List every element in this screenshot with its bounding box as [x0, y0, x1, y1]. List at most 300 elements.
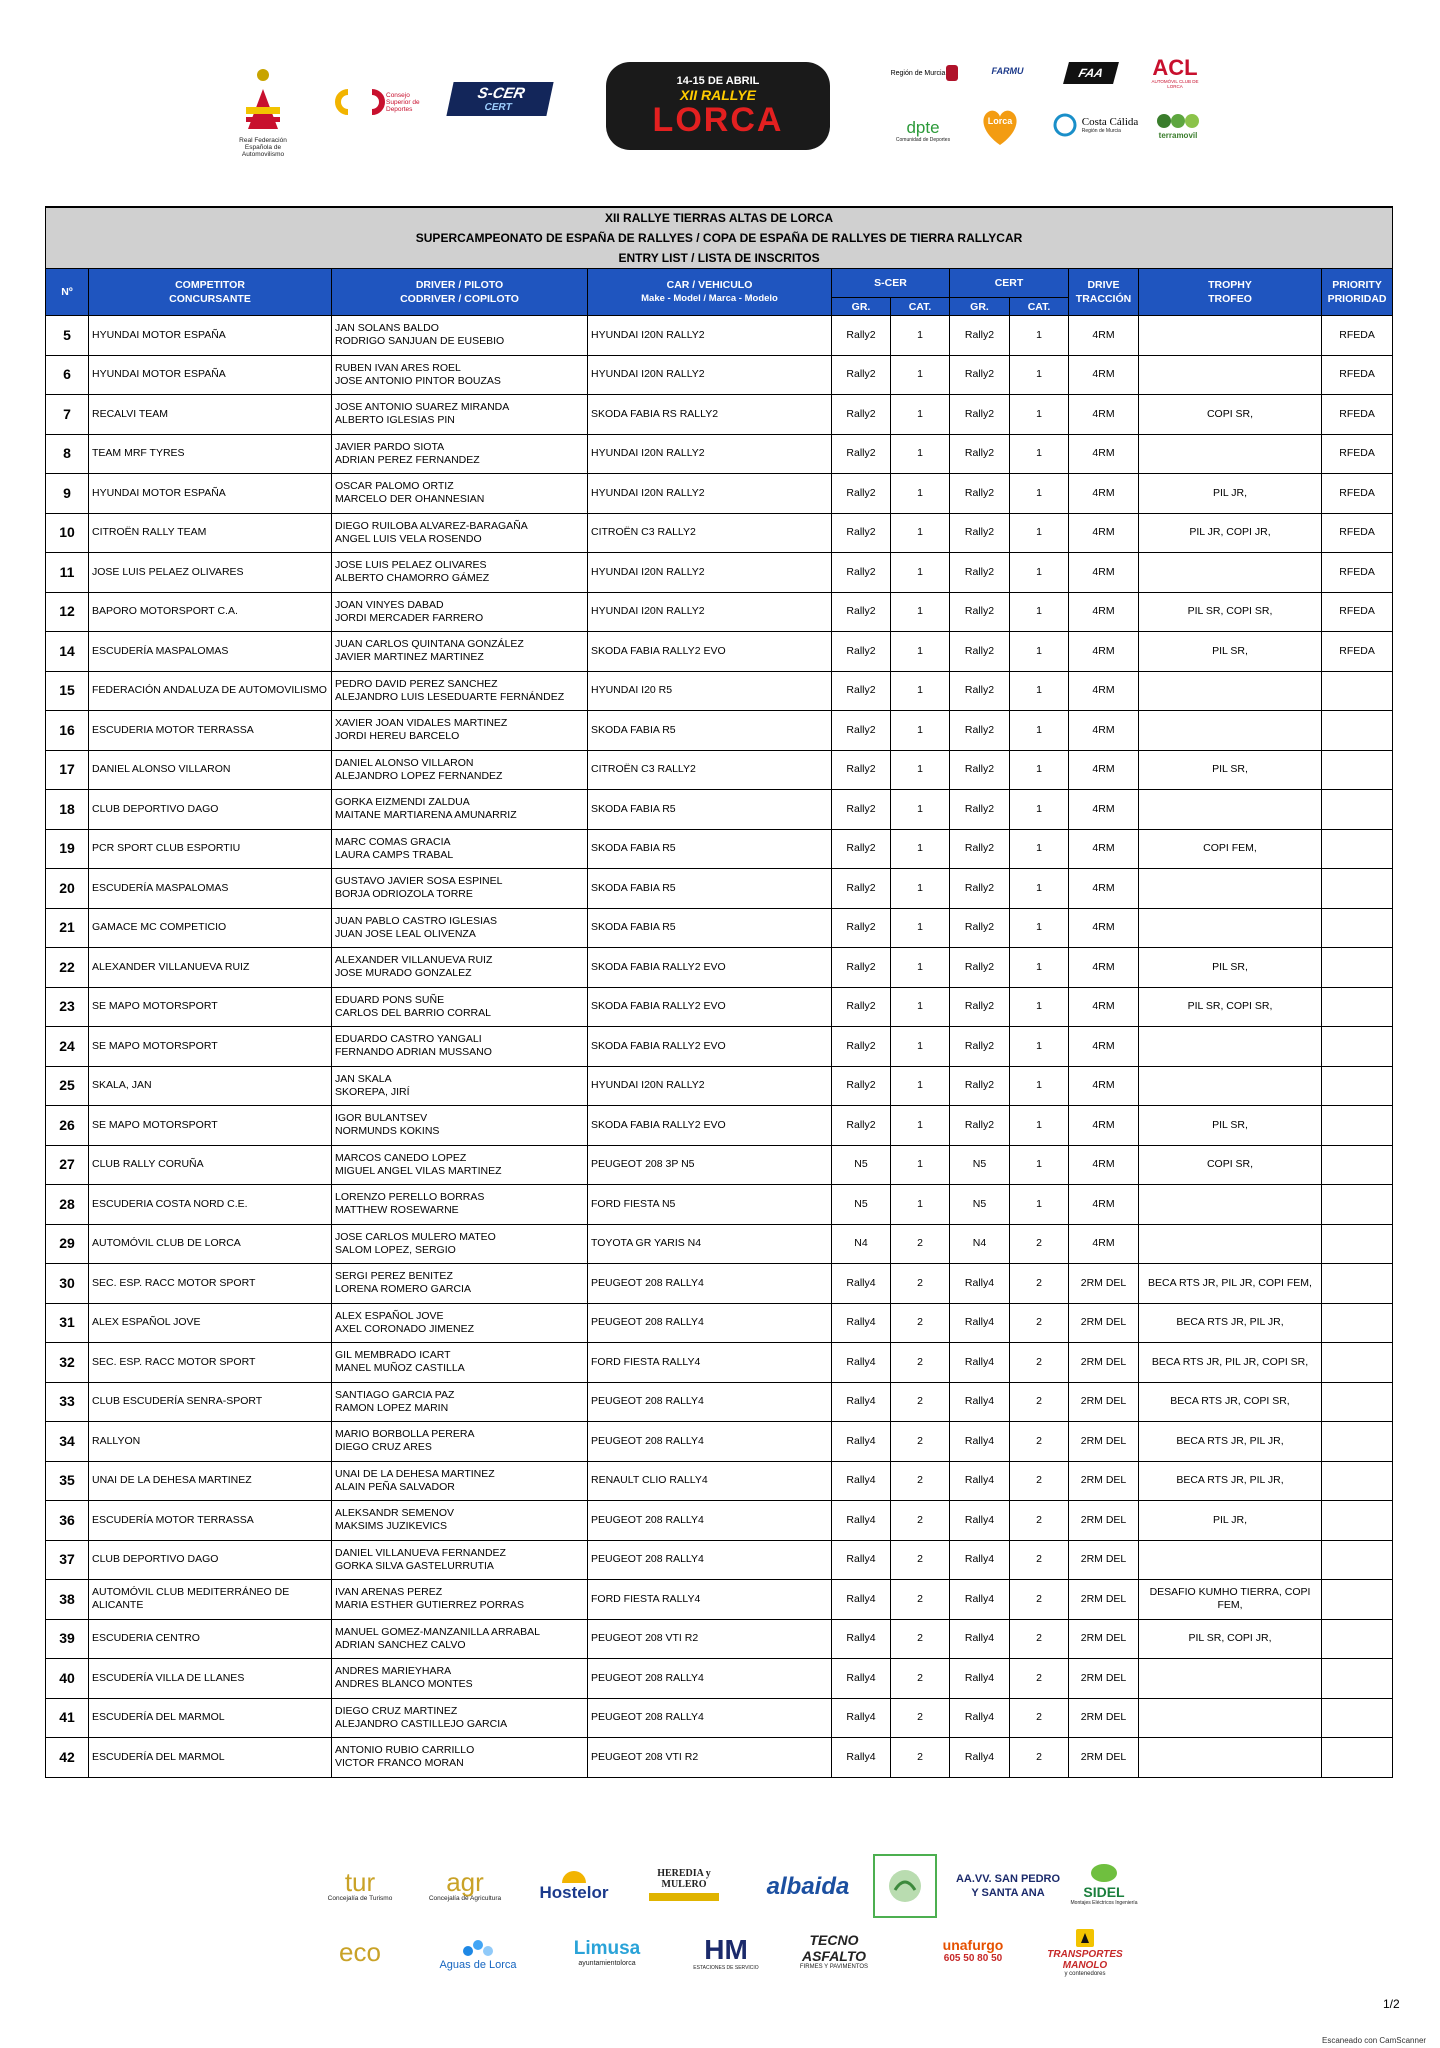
- hostelor-label: Hostelor: [539, 1883, 609, 1902]
- cell-scer-gr: Rally4: [832, 1422, 891, 1462]
- cell-cert-cat: 1: [1010, 632, 1069, 672]
- cell-trophy: PIL JR,: [1139, 474, 1322, 514]
- codriver-name: MARCELO DER OHANNESIAN: [335, 493, 485, 506]
- table-row: [46, 1501, 1393, 1541]
- cell-cert-gr: Rally2: [950, 987, 1010, 1027]
- cell-cert-gr: Rally2: [950, 434, 1010, 474]
- cell-priority: RFEDA: [1322, 355, 1393, 395]
- cell-cert-gr: Rally4: [950, 1580, 1010, 1620]
- csd-logo: [330, 82, 430, 122]
- driver-name: MARC COMAS GRACIA: [335, 835, 451, 848]
- cell-competitor: CLUB DEPORTIVO DAGO: [89, 790, 332, 830]
- cell-trophy: BECA RTS JR, PIL JR,: [1139, 1461, 1322, 1501]
- cell-cert-gr: N5: [950, 1185, 1010, 1225]
- cell-car: PEUGEOT 208 3P N5: [588, 1145, 832, 1185]
- col-header-scer-cat: CAT.: [891, 298, 950, 316]
- table-row: [46, 750, 1393, 790]
- table-row: [46, 1659, 1393, 1699]
- costa-calida-text: [1082, 116, 1139, 135]
- cell-drive: 4RM: [1069, 711, 1139, 751]
- codriver-name: ALEJANDRO LUIS LESEDUARTE FERNÁNDEZ: [335, 690, 565, 703]
- cell-driver: [332, 1264, 588, 1304]
- cell-driver: [332, 1303, 588, 1343]
- codriver-name: JUAN JOSE LEAL OLIVENZA: [335, 927, 476, 940]
- cell-car: SKODA FABIA RS RALLY2: [588, 395, 832, 435]
- column-header-row-1: [46, 269, 1393, 298]
- col-header-trophy: TROPHY TROFEO: [1139, 269, 1322, 316]
- tecno-asfalto-logo: [782, 1928, 886, 1974]
- cell-drive: 4RM: [1069, 1145, 1139, 1185]
- cell-driver: [332, 592, 588, 632]
- cell-scer-gr: Rally4: [832, 1343, 891, 1383]
- cell-scer-cat: 1: [891, 671, 950, 711]
- cell-cert-gr: Rally4: [950, 1343, 1010, 1383]
- cell-scer-cat: 2: [891, 1303, 950, 1343]
- cell-cert-cat: 2: [1010, 1303, 1069, 1343]
- turismo-logo: [315, 1862, 405, 1908]
- cell-driver: [332, 1501, 588, 1541]
- cell-cert-gr: Rally2: [950, 474, 1010, 514]
- col-header-no: Nº: [46, 269, 89, 316]
- table-row: [46, 553, 1393, 593]
- table-row: [46, 1698, 1393, 1738]
- cell-priority: [1322, 1619, 1393, 1659]
- cell-competitor: ESCUDERIA CENTRO: [89, 1619, 332, 1659]
- cell-trophy: DESAFIO KUMHO TIERRA, COPI FEM,: [1139, 1580, 1322, 1620]
- terramovil-dots-icon: [1156, 111, 1200, 131]
- rallye-lorca-plate: [606, 62, 830, 150]
- cell-scer-cat: 1: [891, 829, 950, 869]
- cell-scer-cat: 2: [891, 1659, 950, 1699]
- cell-car: PEUGEOT 208 RALLY4: [588, 1501, 832, 1541]
- codriver-name: JORDI HEREU BARCELO: [335, 730, 460, 743]
- cell-priority: [1322, 1738, 1393, 1778]
- cell-drive: 4RM: [1069, 1185, 1139, 1225]
- cell-cert-gr: Rally4: [950, 1540, 1010, 1580]
- cell-driver: [332, 869, 588, 909]
- cell-scer-cat: 1: [891, 987, 950, 1027]
- cell-scer-cat: 1: [891, 592, 950, 632]
- cell-trophy: [1139, 434, 1322, 474]
- cell-competitor: FEDERACIÓN ANDALUZA DE AUTOMOVILISMO: [89, 671, 332, 711]
- cell-no: 41: [46, 1698, 89, 1738]
- cell-scer-gr: Rally4: [832, 1540, 891, 1580]
- cell-priority: [1322, 1422, 1393, 1462]
- cell-priority: [1322, 671, 1393, 711]
- cell-driver: [332, 1422, 588, 1462]
- cell-drive: 4RM: [1069, 1224, 1139, 1264]
- cell-drive: 4RM: [1069, 908, 1139, 948]
- cell-car: FORD FIESTA RALLY4: [588, 1343, 832, 1383]
- cell-no: 9: [46, 474, 89, 514]
- cell-trophy: PIL JR, COPI JR,: [1139, 513, 1322, 553]
- driver-name: XAVIER JOAN VIDALES MARTINEZ: [335, 717, 508, 730]
- cell-car: HYUNDAI I20N RALLY2: [588, 1066, 832, 1106]
- cell-cert-gr: Rally4: [950, 1382, 1010, 1422]
- table-row: [46, 1303, 1393, 1343]
- cell-car: PEUGEOT 208 RALLY4: [588, 1659, 832, 1699]
- cell-cert-gr: Rally4: [950, 1738, 1010, 1778]
- cell-drive: 4RM: [1069, 829, 1139, 869]
- driver-name: DIEGO CRUZ MARTINEZ: [335, 1704, 458, 1717]
- transportes-label: TRANSPORTES MANOLO: [1047, 1948, 1123, 1971]
- cell-scer-cat: 2: [891, 1619, 950, 1659]
- scer-label: S-CER: [476, 84, 527, 102]
- comunidad-emblem-icon: [885, 1866, 925, 1906]
- cell-cert-cat: 1: [1010, 553, 1069, 593]
- cell-scer-cat: 2: [891, 1382, 950, 1422]
- cell-drive: 4RM: [1069, 1066, 1139, 1106]
- cell-driver: [332, 1580, 588, 1620]
- cell-drive: 4RM: [1069, 553, 1139, 593]
- terramovil-logo: [1150, 108, 1206, 142]
- cell-cert-gr: Rally2: [950, 869, 1010, 909]
- cell-car: PEUGEOT 208 RALLY4: [588, 1382, 832, 1422]
- codriver-name: LAURA CAMPS TRABAL: [335, 848, 454, 861]
- cell-priority: [1322, 711, 1393, 751]
- cell-scer-gr: Rally2: [832, 948, 891, 988]
- cell-no: 11: [46, 553, 89, 593]
- agricultura-logo: [420, 1862, 510, 1908]
- cell-car: HYUNDAI I20N RALLY2: [588, 316, 832, 356]
- cell-priority: RFEDA: [1322, 474, 1393, 514]
- tecno-asfalto-caption: FIRMES Y PAVIMENTOS: [799, 1963, 869, 1970]
- limusa-caption: ayuntamientolorca: [578, 1959, 636, 1967]
- cell-car: TOYOTA GR YARIS N4: [588, 1224, 832, 1264]
- table-row: [46, 711, 1393, 751]
- cell-no: 19: [46, 829, 89, 869]
- driver-name: JAN SOLANS BALDO: [335, 322, 439, 335]
- table-row: [46, 1027, 1393, 1067]
- cell-trophy: [1139, 316, 1322, 356]
- cell-scer-cat: 2: [891, 1224, 950, 1264]
- driver-name: ALEXANDER VILLANUEVA RUIZ: [335, 954, 493, 967]
- cell-trophy: [1139, 553, 1322, 593]
- cell-drive: 2RM DEL: [1069, 1422, 1139, 1462]
- cell-cert-cat: 2: [1010, 1619, 1069, 1659]
- cell-cert-gr: Rally2: [950, 395, 1010, 435]
- cell-trophy: BECA RTS JR, PIL JR, COPI SR,: [1139, 1343, 1322, 1383]
- cell-scer-gr: Rally2: [832, 395, 891, 435]
- table-row: [46, 1066, 1393, 1106]
- driver-name: MARCOS CANEDO LOPEZ: [335, 1151, 467, 1164]
- cell-priority: RFEDA: [1322, 395, 1393, 435]
- cell-cert-cat: 2: [1010, 1422, 1069, 1462]
- scanner-watermark: Escaneado con CamScanner: [1322, 2036, 1427, 2045]
- cell-no: 25: [46, 1066, 89, 1106]
- cell-cert-cat: 2: [1010, 1698, 1069, 1738]
- cell-priority: [1322, 1185, 1393, 1225]
- cell-no: 15: [46, 671, 89, 711]
- table-row: [46, 316, 1393, 356]
- cell-no: 32: [46, 1343, 89, 1383]
- cell-competitor: ALEX ESPAÑOL JOVE: [89, 1303, 332, 1343]
- cell-trophy: [1139, 1066, 1322, 1106]
- cell-scer-cat: 2: [891, 1738, 950, 1778]
- cell-no: 34: [46, 1422, 89, 1462]
- driver-name: GIL MEMBRADO ICART: [335, 1349, 451, 1362]
- cell-car: PEUGEOT 208 VTI R2: [588, 1619, 832, 1659]
- cell-cert-gr: Rally2: [950, 908, 1010, 948]
- cell-scer-cat: 1: [891, 355, 950, 395]
- driver-name: JUAN PABLO CASTRO IGLESIAS: [335, 914, 498, 927]
- cell-priority: [1322, 790, 1393, 830]
- cell-cert-cat: 1: [1010, 948, 1069, 988]
- driver-name: IGOR BULANTSEV: [335, 1112, 428, 1125]
- cell-cert-gr: Rally4: [950, 1264, 1010, 1304]
- codriver-name: JOSE MURADO GONZALEZ: [335, 967, 472, 980]
- sidel-logo: [1066, 1856, 1142, 1912]
- rfeda-logo: [225, 55, 301, 170]
- cell-no: 40: [46, 1659, 89, 1699]
- limusa-label: Limusa: [573, 1937, 641, 1959]
- driver-name: ALEKSANDR SEMENOV: [335, 1507, 455, 1520]
- cell-car: HYUNDAI I20N RALLY2: [588, 474, 832, 514]
- cell-scer-gr: Rally2: [832, 829, 891, 869]
- cell-trophy: PIL SR,: [1139, 948, 1322, 988]
- cell-no: 20: [46, 869, 89, 909]
- cell-priority: [1322, 1264, 1393, 1304]
- cell-driver: [332, 1145, 588, 1185]
- cell-scer-cat: 2: [891, 1343, 950, 1383]
- cell-cert-cat: 1: [1010, 474, 1069, 514]
- cell-cert-gr: Rally2: [950, 671, 1010, 711]
- cell-car: SKODA FABIA R5: [588, 829, 832, 869]
- cell-cert-cat: 2: [1010, 1224, 1069, 1264]
- cell-car: HYUNDAI I20 R5: [588, 671, 832, 711]
- cell-no: 8: [46, 434, 89, 474]
- cell-scer-cat: 2: [891, 1461, 950, 1501]
- cell-scer-gr: Rally2: [832, 711, 891, 751]
- driver-name: OSCAR PALOMO ORTIZ: [335, 480, 454, 493]
- cell-car: SKODA FABIA RALLY2 EVO: [588, 1027, 832, 1067]
- cell-drive: 4RM: [1069, 316, 1139, 356]
- cell-competitor: HYUNDAI MOTOR ESPAÑA: [89, 316, 332, 356]
- cell-driver: [332, 829, 588, 869]
- cell-driver: [332, 355, 588, 395]
- limusa-logo: [548, 1932, 666, 1972]
- cell-scer-gr: Rally2: [832, 750, 891, 790]
- cell-priority: [1322, 1580, 1393, 1620]
- cell-drive: 4RM: [1069, 750, 1139, 790]
- cell-competitor: ESCUDERÍA DEL MARMOL: [89, 1738, 332, 1778]
- cell-cert-gr: Rally4: [950, 1619, 1010, 1659]
- cell-priority: RFEDA: [1322, 553, 1393, 593]
- title-row-2: [46, 228, 1393, 248]
- col-header-cert: CERT: [950, 269, 1069, 298]
- cell-trophy: [1139, 1224, 1322, 1264]
- cell-driver: [332, 1224, 588, 1264]
- cell-competitor: SEC. ESP. RACC MOTOR SPORT: [89, 1343, 332, 1383]
- cell-car: FORD FIESTA RALLY4: [588, 1580, 832, 1620]
- cell-scer-gr: Rally2: [832, 869, 891, 909]
- cell-drive: 2RM DEL: [1069, 1580, 1139, 1620]
- table-row: [46, 908, 1393, 948]
- codriver-name: MANEL MUÑOZ CASTILLA: [335, 1362, 465, 1375]
- cell-scer-gr: Rally4: [832, 1303, 891, 1343]
- cell-car: SKODA FABIA R5: [588, 869, 832, 909]
- cell-trophy: [1139, 1185, 1322, 1225]
- cell-scer-gr: Rally4: [832, 1619, 891, 1659]
- cell-scer-cat: 1: [891, 948, 950, 988]
- faa-label: FAA: [1077, 66, 1105, 80]
- cell-drive: 2RM DEL: [1069, 1264, 1139, 1304]
- cell-driver: [332, 1382, 588, 1422]
- codriver-name: MATTHEW ROSEWARNE: [335, 1204, 459, 1217]
- cell-scer-cat: 1: [891, 316, 950, 356]
- cell-priority: [1322, 1066, 1393, 1106]
- page-number: 1/2: [1383, 1997, 1400, 2011]
- rfeda-caption: Real Federación Española de Automovilismo: [239, 137, 287, 158]
- cell-car: SKODA FABIA RALLY2 EVO: [588, 987, 832, 1027]
- cell-trophy: PIL SR, COPI SR,: [1139, 987, 1322, 1027]
- cell-driver: [332, 908, 588, 948]
- cell-scer-cat: 1: [891, 869, 950, 909]
- cell-priority: RFEDA: [1322, 632, 1393, 672]
- cell-cert-gr: Rally2: [950, 711, 1010, 751]
- cell-drive: 4RM: [1069, 987, 1139, 1027]
- cell-scer-cat: 1: [891, 434, 950, 474]
- heredia-label: HEREDIA y MULERO: [657, 1867, 711, 1890]
- cell-cert-cat: 2: [1010, 1738, 1069, 1778]
- cell-priority: [1322, 1698, 1393, 1738]
- hostelor-sun-icon: [559, 1863, 589, 1883]
- driver-name: MARIO BORBOLLA PERERA: [335, 1428, 475, 1441]
- cell-car: PEUGEOT 208 RALLY4: [588, 1422, 832, 1462]
- table-row: [46, 513, 1393, 553]
- unafurgo-logo: [928, 1930, 1018, 1970]
- cell-priority: [1322, 1343, 1393, 1383]
- driver-name: DANIEL VILLANUEVA FERNANDEZ: [335, 1546, 506, 1559]
- cell-competitor: ESCUDERÍA VILLA DE LLANES: [89, 1659, 332, 1699]
- cell-driver: [332, 1738, 588, 1778]
- cell-driver: [332, 632, 588, 672]
- cell-car: SKODA FABIA R5: [588, 790, 832, 830]
- col-header-competitor: COMPETITOR CONCURSANTE: [89, 269, 332, 316]
- cell-cert-cat: 2: [1010, 1501, 1069, 1541]
- cell-trophy: [1139, 671, 1322, 711]
- aavv-logo: [952, 1866, 1064, 1906]
- prancing-horse-icon: [1074, 1927, 1096, 1949]
- driver-name: UNAI DE LA DEHESA MARTINEZ: [335, 1467, 495, 1480]
- acl-label: ACL: [1152, 55, 1198, 80]
- driver-name: GORKA EIZMENDI ZALDUA: [335, 796, 470, 809]
- table-row: [46, 395, 1393, 435]
- cell-drive: 4RM: [1069, 513, 1139, 553]
- cell-competitor: DANIEL ALONSO VILLARON: [89, 750, 332, 790]
- cell-cert-gr: Rally2: [950, 513, 1010, 553]
- costa-calida-logo: [1040, 108, 1150, 142]
- col-header-scer-gr: GR.: [832, 298, 891, 316]
- lorca-taller-logo: [975, 104, 1025, 150]
- codriver-name: FERNANDO ADRIAN MUSSANO: [335, 1046, 492, 1059]
- cell-scer-cat: 2: [891, 1422, 950, 1462]
- cell-driver: [332, 1698, 588, 1738]
- dpte-label: dpte: [906, 117, 940, 137]
- cell-priority: [1322, 1027, 1393, 1067]
- table-row: [46, 592, 1393, 632]
- col-header-scer: S-CER: [832, 269, 950, 298]
- cell-competitor: BAPORO MOTORSPORT C.A.: [89, 592, 332, 632]
- cell-scer-gr: Rally2: [832, 434, 891, 474]
- cell-no: 38: [46, 1580, 89, 1620]
- murcia-crest-icon: [945, 64, 959, 82]
- codriver-name: NORMUNDS KOKINS: [335, 1125, 440, 1138]
- cell-competitor: ESCUDERÍA MASPALOMAS: [89, 632, 332, 672]
- cell-no: 18: [46, 790, 89, 830]
- driver-name: MANUEL GOMEZ-MANZANILLA ARRABAL: [335, 1625, 540, 1638]
- cell-driver: [332, 1659, 588, 1699]
- codriver-name: MAKSIMS JUZIKEVICS: [335, 1520, 448, 1533]
- cell-cert-gr: Rally2: [950, 553, 1010, 593]
- col-header-driver: DRIVER / PILOTO CODRIVER / COPILOTO: [332, 269, 588, 316]
- table-row: [46, 1619, 1393, 1659]
- title-row-3: [46, 248, 1393, 269]
- cell-priority: RFEDA: [1322, 592, 1393, 632]
- cell-competitor: AUTOMÓVIL CLUB MEDITERRÁNEO DE ALICANTE: [89, 1580, 332, 1620]
- cell-cert-cat: 1: [1010, 355, 1069, 395]
- cell-no: 33: [46, 1382, 89, 1422]
- cell-no: 5: [46, 316, 89, 356]
- header-logos: [0, 0, 1440, 190]
- cell-scer-cat: 2: [891, 1501, 950, 1541]
- cell-driver: [332, 474, 588, 514]
- cell-priority: [1322, 829, 1393, 869]
- heredia-bar: [649, 1893, 719, 1901]
- cell-no: 30: [46, 1264, 89, 1304]
- cell-no: 29: [46, 1224, 89, 1264]
- eco-logo: [310, 1924, 410, 1980]
- cell-trophy: [1139, 1540, 1322, 1580]
- cell-cert-gr: Rally4: [950, 1422, 1010, 1462]
- codriver-name: MIGUEL ANGEL VILAS MARTINEZ: [335, 1164, 502, 1177]
- cell-scer-gr: Rally2: [832, 1066, 891, 1106]
- driver-name: JOSE CARLOS MULERO MATEO: [335, 1230, 496, 1243]
- cell-scer-gr: Rally4: [832, 1461, 891, 1501]
- cell-cert-cat: 1: [1010, 750, 1069, 790]
- codriver-name: VICTOR FRANCO MORAN: [335, 1757, 464, 1770]
- lorca-taller-label: Lorca: [987, 116, 1013, 126]
- cell-no: 16: [46, 711, 89, 751]
- cell-scer-gr: N5: [832, 1185, 891, 1225]
- codriver-name: BORJA ODRIOZOLA TORRE: [335, 888, 473, 901]
- cell-driver: [332, 1027, 588, 1067]
- cell-trophy: BECA RTS JR, COPI SR,: [1139, 1382, 1322, 1422]
- cell-competitor: RALLYON: [89, 1422, 332, 1462]
- cell-driver: [332, 1106, 588, 1146]
- cell-scer-gr: Rally2: [832, 671, 891, 711]
- cell-scer-cat: 1: [891, 1027, 950, 1067]
- codriver-name: GORKA SILVA GASTELURRUTIA: [335, 1559, 494, 1572]
- water-drops-icon: [460, 1935, 496, 1959]
- cell-driver: [332, 1066, 588, 1106]
- codriver-name: ANGEL LUIS VELA ROSENDO: [335, 532, 482, 545]
- cell-scer-gr: Rally4: [832, 1264, 891, 1304]
- cell-scer-cat: 2: [891, 1540, 950, 1580]
- table-row: [46, 671, 1393, 711]
- dpte-logo: [885, 116, 961, 146]
- driver-name: EDUARD PONS SUÑE: [335, 993, 445, 1006]
- cell-cert-cat: 2: [1010, 1382, 1069, 1422]
- cell-cert-gr: Rally2: [950, 592, 1010, 632]
- cell-trophy: PIL SR,: [1139, 750, 1322, 790]
- entry-list-title: ENTRY LIST / LISTA DE INSCRITOS: [46, 248, 1393, 269]
- cell-scer-cat: 1: [891, 513, 950, 553]
- table-row: [46, 1343, 1393, 1383]
- driver-name: RUBEN IVAN ARES ROEL: [335, 361, 461, 374]
- cell-no: 39: [46, 1619, 89, 1659]
- cell-scer-gr: Rally2: [832, 592, 891, 632]
